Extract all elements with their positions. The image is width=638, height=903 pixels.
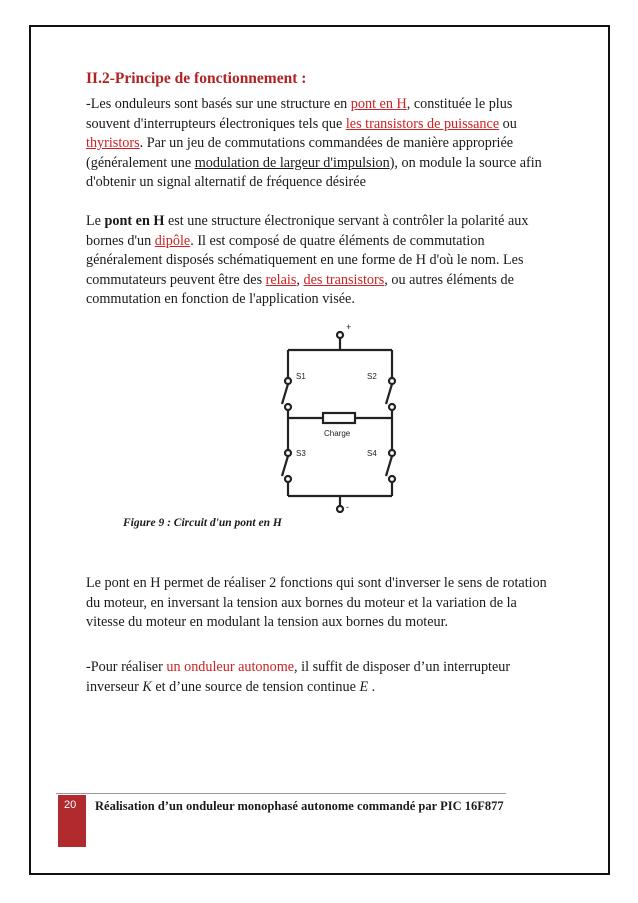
- text: ), on module la source afin d'obtenir un signal alternatif de fréquence désirée: [86, 154, 542, 190]
- text: . Il est composé de quatre éléments de commutation généralement disposés schématiquement en une forme de H d'où le nom. Les commutateurs peuvent être des: [86, 232, 524, 288]
- link-transistors-puissance[interactable]: les transistors de puissance: [345, 115, 500, 132]
- switch-contact: [285, 476, 291, 482]
- var-e: E: [359, 678, 369, 695]
- switch-contact: [285, 404, 291, 410]
- link-pont-en-h[interactable]: pont en H: [350, 96, 407, 112]
- text: Le: [86, 213, 105, 229]
- switch-s1-blade: [282, 384, 288, 404]
- terminal-plus: [337, 332, 343, 338]
- switch-contact: [285, 450, 291, 456]
- switch-s2-blade: [386, 384, 392, 404]
- switch-s4-label: S4: [367, 449, 377, 458]
- paragraph-onduleur: [86, 658, 556, 697]
- footer-divider: [56, 793, 506, 794]
- load-resistor: [323, 413, 355, 423]
- switch-s4-blade: [386, 456, 392, 476]
- link-transistors[interactable]: des transistors: [303, 271, 385, 288]
- switch-contact: [389, 378, 395, 384]
- link-mli[interactable]: modulation de largeur d'impulsion: [194, 154, 390, 171]
- text: , il suffit de disposer d’un interrupteur inverseur: [86, 659, 511, 695]
- link-onduleur-autonome[interactable]: un onduleur autonome: [166, 659, 295, 675]
- page-number: 20: [64, 799, 77, 811]
- link-dipole[interactable]: dipôle: [154, 232, 191, 249]
- switch-contact: [389, 450, 395, 456]
- text: et d’une source de tension continue: [151, 678, 360, 695]
- switch-contact: [389, 476, 395, 482]
- text: ou: [499, 115, 517, 132]
- text: .: [368, 678, 376, 695]
- switch-contact: [389, 404, 395, 410]
- switch-contact: [285, 378, 291, 384]
- paragraph-pont-en-h: [86, 212, 556, 310]
- load-label: Charge: [324, 429, 351, 438]
- text: -Pour réaliser: [86, 659, 167, 675]
- terminal-minus: [337, 506, 343, 512]
- figure-caption: Figure 9 : Circuit d'un pont en H: [123, 517, 282, 529]
- link-thyristors[interactable]: thyristors: [86, 135, 140, 151]
- plus-label: +: [346, 322, 352, 332]
- footer-title: Réalisation d’un onduleur monophasé autonome commandé par PIC 16F877: [95, 799, 504, 813]
- text: -Les onduleurs sont basés sur une structure en: [86, 96, 351, 112]
- bold-term: pont en H: [104, 213, 165, 229]
- var-k: K: [142, 678, 152, 695]
- paragraph-intro: [86, 95, 556, 193]
- page-number-box: [58, 795, 86, 847]
- text: ,: [296, 271, 304, 288]
- text: est une structure électronique servant à contrôler la polarité aux bornes d'un: [86, 213, 529, 249]
- switch-s2-label: S2: [367, 372, 377, 381]
- minus-label: -: [346, 502, 349, 512]
- switch-s1-label: S1: [296, 372, 306, 381]
- switch-s3-label: S3: [296, 449, 306, 458]
- text: , ou autres éléments de commutation en fonction de l'application visée.: [86, 271, 514, 307]
- switch-s3-blade: [282, 456, 288, 476]
- h-bridge-diagram: [263, 318, 413, 513]
- text: . Par un jeu de commutations commandées de manière appropriée (généralement une: [86, 135, 514, 171]
- text: , constituée le plus souvent d'interrupteurs électroniques tels que: [86, 96, 513, 132]
- section-heading: II.2-Principe de fonctionnement :: [86, 70, 307, 87]
- link-relais[interactable]: relais: [265, 271, 297, 288]
- paragraph-functions: Le pont en H permet de réaliser 2 fonctions qui sont d'inverser le sens de rotation du moteur, en inversant la tension aux bornes du moteur et la variation de la vitesse du moteur en modulant la tension aux bornes du moteur.: [86, 575, 547, 630]
